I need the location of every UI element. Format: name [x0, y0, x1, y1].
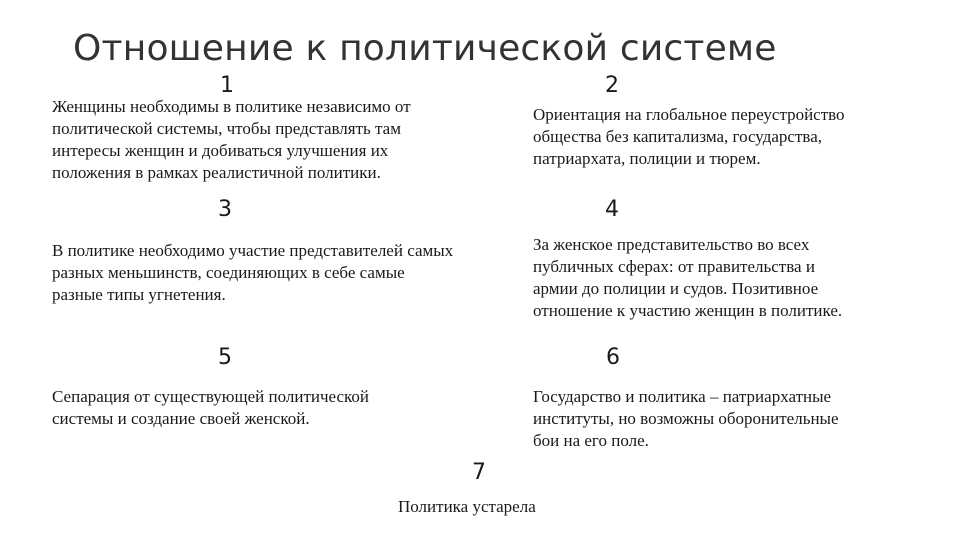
text-line: институты, но возможны оборонительные	[533, 409, 839, 428]
item-5-text	[52, 386, 369, 430]
text-line: системы и создание своей женской.	[52, 409, 310, 428]
text-line: Ориентация на глобальное переустройство	[533, 105, 845, 124]
item-6-number: 6	[606, 345, 620, 370]
text-line: интересы женщин и добиваться улучшения их	[52, 141, 389, 160]
text-line: армии до полиции и судов. Позитивное	[533, 279, 819, 298]
item-7-number: 7	[472, 460, 486, 485]
item-1-number: 1	[220, 73, 234, 98]
text-line: Государство и политика – патриархатные	[533, 387, 832, 406]
item-1-text	[52, 96, 411, 184]
text-line: В политике необходимо участие представителей самых	[52, 241, 454, 260]
text-line: Сепарация от существующей политической	[52, 387, 370, 406]
text-line: бои на его поле.	[533, 431, 649, 450]
item-5-number: 5	[218, 345, 232, 370]
item-3-text	[52, 240, 453, 306]
item-4-number: 4	[605, 197, 619, 222]
text-line: общества без капитализма, государства,	[533, 127, 823, 146]
text-line: За женское представительство во всех	[533, 235, 810, 254]
text-line: политической системы, чтобы представлять там	[52, 119, 401, 138]
item-2-number: 2	[605, 73, 619, 98]
item-3-number: 3	[218, 197, 232, 222]
slide-title: Отношение к политической системе	[73, 28, 777, 69]
text-line: разные типы угнетения.	[52, 285, 226, 304]
text-line: положения в рамках реалистичной политики.	[52, 163, 381, 182]
text-line: патриархата, полиции и тюрем.	[533, 149, 761, 168]
text-line: публичных сферах: от правительства и	[533, 257, 815, 276]
item-7-text	[398, 496, 536, 518]
item-4-text	[533, 234, 842, 322]
text-line: Политика устарела	[398, 497, 536, 516]
item-2-text	[533, 104, 845, 170]
text-line: разных меньшинств, соединяющих в себе самые	[52, 263, 405, 282]
text-line: отношение к участию женщин в политике.	[533, 301, 843, 320]
item-6-text	[533, 386, 839, 452]
text-line: Женщины необходимы в политике независимо от	[52, 97, 411, 116]
